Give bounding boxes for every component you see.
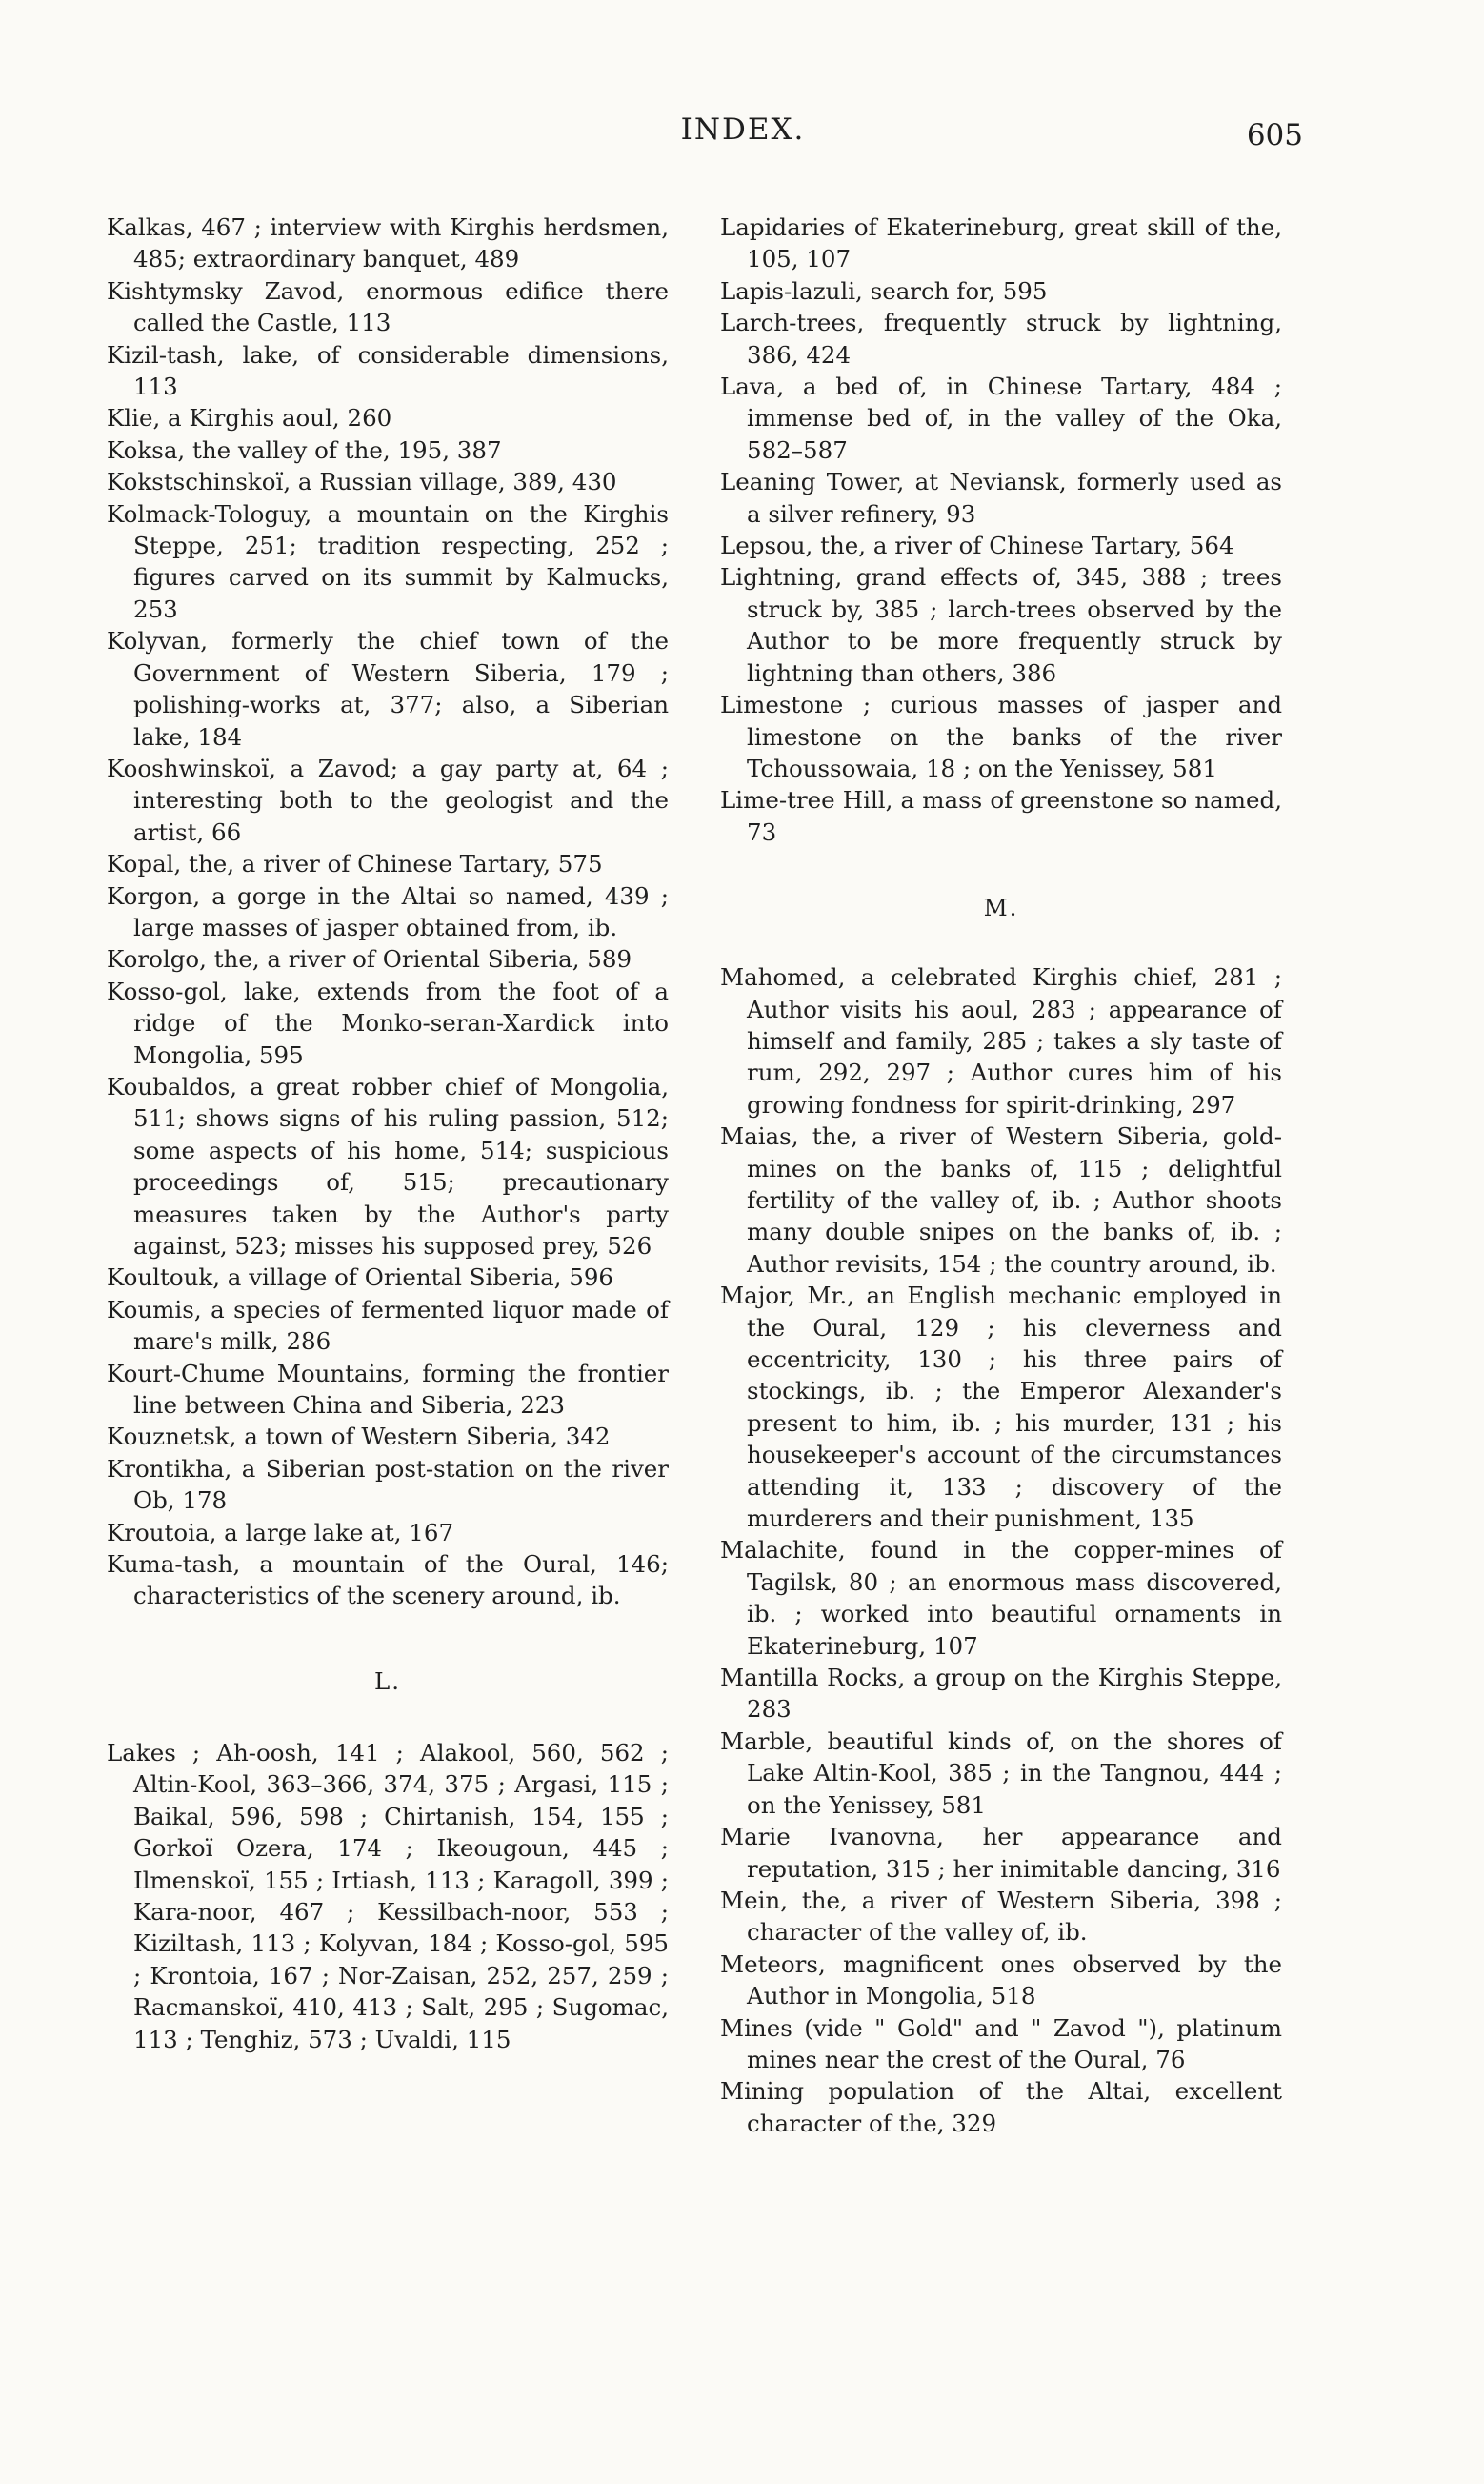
index-entry: Larch-trees, frequently struck by lightning, 386, 424 bbox=[720, 309, 1282, 369]
index-entry: Korolgo, the, a river of Oriental Siberia, 589 bbox=[107, 945, 632, 974]
index-entry: Malachite, found in the copper-mines of Tagilsk, 80 ; an enormous mass discovered, ib. ; worked into beautiful ornaments in Ekaterineburg, 107 bbox=[720, 1536, 1282, 1660]
index-entry: Major, Mr., an English mechanic employed in the Oural, 129 ; his cleverness and eccentricity, 130 ; his three pairs of stockings, ib. ; the Emperor Alexander's present to him, ib. ; his murder, 131 ; his housekeeper's account of the circumstances attending it, 133 ; discovery of the murderers and their punishment, 135 bbox=[720, 1282, 1282, 1533]
index-entry: Limestone ; curious masses of jasper and limestone on the banks of the river Tchoussowaia, 18 ; on the Yenissey, 581 bbox=[720, 691, 1282, 782]
index-entry: Lightning, grand effects of, 345, 388 ; trees struck by, 385 ; larch-trees observed by the Author to be more frequently struck by lightning than others, 386 bbox=[720, 563, 1282, 687]
index-entry: Lapis-lazuli, search for, 595 bbox=[720, 276, 1048, 305]
index-entry: Kosso-gol, lake, extends from the foot of a ridge of the Monko-seran-Xardick into Mongolia, 595 bbox=[107, 977, 669, 1069]
index-entry: Korgon, a gorge in the Altai so named, 439 ; large masses of jasper obtained from, ib. bbox=[107, 881, 669, 941]
running-head: INDEX. bbox=[680, 112, 806, 147]
index-column-right bbox=[720, 212, 1282, 2139]
index-entry: Leaning Tower, at Neviansk, formerly used as a silver refinery, 93 bbox=[720, 468, 1282, 528]
index-entry: Mines (vide " Gold" and " Zavod "), platinum mines near the crest of the Oural, 76 bbox=[720, 2013, 1282, 2073]
page-number: 605 bbox=[1246, 118, 1303, 152]
page-header bbox=[0, 112, 1484, 170]
index-entry: Kalkas, 467 ; interview with Kirghis herdsmen, 485; extraordinary banquet, 489 bbox=[107, 213, 669, 273]
index-column-left bbox=[107, 212, 669, 2055]
section-heading-m: M. bbox=[983, 894, 1019, 922]
index-entry: Marie Ivanovna, her appearance and reputation, 315 ; her inimitable dancing, 316 bbox=[720, 1823, 1282, 1883]
index-entry: Mein, the, a river of Western Siberia, 398 ; character of the valley of, ib. bbox=[720, 1886, 1282, 1947]
index-entry: Marble, beautiful kinds of, on the shores of Lake Altin-Kool, 385 ; in the Tangnou, 444 ; on the Yenissey, 581 bbox=[720, 1727, 1282, 1819]
index-entry: Koubaldos, a great robber chief of Mongolia, 511; shows signs of his ruling passion, 512; some aspects of his home, 514; suspicious proceedings of, 515; precautionary measures taken by the Author's party against, 523; misses his supposed prey, 526 bbox=[107, 1072, 669, 1260]
index-entry: Kourt-Chume Mountains, forming the frontier line between China and Siberia, 223 bbox=[107, 1359, 669, 1420]
index-entry: Kolmack-Tologuy, a mountain on the Kirghis Steppe, 251; tradition respecting, 252 ; figures carved on its summit by Kalmucks, 253 bbox=[107, 499, 669, 623]
index-entry: Lapidaries of Ekaterineburg, great skill of the, 105, 107 bbox=[720, 213, 1282, 273]
index-entry: Kouznetsk, a town of Western Siberia, 342 bbox=[107, 1423, 611, 1451]
index-entry: Kolyvan, formerly the chief town of the Government of Western Siberia, 179 ; polishing-works at, 377; also, a Siberian lake, 184 bbox=[107, 627, 669, 751]
index-entry: Kokstschinskoï, a Russian village, 389, 430 bbox=[107, 468, 617, 496]
index-entry: Kizil-tash, lake, of considerable dimensions, 113 bbox=[107, 340, 669, 401]
index-entry: Lakes ; Ah-oosh, 141 ; Alakool, 560, 562 ; Altin-Kool, 363–366, 374, 375 ; Argasi, 115 ; Baikal, 596, 598 ; Chirtanish, 154, 155 ; Gorkoï Ozera, 174 ; Ikeougoun, 445 ; Ilmenskoï, 155 ; Irtiash, 113 ; Karagoll, 399 ; Kara-noor, 467 ; Kessilbach-noor, 553 ; Kiziltash, 113 ; Kolyvan, 184 ; Kosso-gol, 595 ; Krontoia, 167 ; Nor-Zaisan, 252, 257, 259 ; Racmanskoï, 410, 413 ; Salt, 295 ; Sugomac, 113 ; Tenghiz, 573 ; Uvaldi, 115 bbox=[107, 1738, 669, 2053]
index-entry: Koksa, the valley of the, 195, 387 bbox=[107, 435, 502, 464]
index-entry: Mahomed, a celebrated Kirghis chief, 281 ; Author visits his aoul, 283 ; appearance of himself and family, 285 ; takes a sly taste of rum, 292, 297 ; Author cures him of his growing fondness for spirit-drinking, 297 bbox=[720, 963, 1282, 1119]
index-entry: Meteors, magnificent ones observed by the Author in Mongolia, 518 bbox=[720, 1949, 1282, 2010]
index-entry: Kroutoia, a large lake at, 167 bbox=[107, 1518, 454, 1546]
index-entry: Koultouk, a village of Oriental Siberia, 596 bbox=[107, 1263, 614, 1292]
index-entry: Mantilla Rocks, a group on the Kirghis Steppe, 283 bbox=[720, 1664, 1282, 1724]
index-entry: Maias, the, a river of Western Siberia, gold-mines on the banks of, 115 ; delightful fertility of the valley of, ib. ; Author shoots many double snipes on the banks of, ib. ; Author revisits, 154 ; the country around, ib. bbox=[720, 1122, 1282, 1278]
index-entry: Lime-tree Hill, a mass of greenstone so named, 73 bbox=[720, 786, 1282, 846]
index-entry: Koumis, a species of fermented liquor made of mare's milk, 286 bbox=[107, 1295, 669, 1356]
index-entry: Kishtymsky Zavod, enormous edifice there called the Castle, 113 bbox=[107, 276, 669, 337]
index-entry: Lava, a bed of, in Chinese Tartary, 484 ; immense bed of, in the valley of the Oka, 582–587 bbox=[720, 373, 1282, 464]
index-entry: Kopal, the, a river of Chinese Tartary, 575 bbox=[107, 850, 603, 878]
index-entry: Krontikha, a Siberian post-station on the river Ob, 178 bbox=[107, 1454, 669, 1515]
index-entry: Kooshwinskoï, a Zavod; a gay party at, 64 ; interesting both to the geologist and the artist, 66 bbox=[107, 754, 669, 846]
index-entry: Klie, a Kirghis aoul, 260 bbox=[107, 404, 392, 433]
index-entry: Lepsou, the, a river of Chinese Tartary, 564 bbox=[720, 532, 1234, 560]
index-entry: Kuma-tash, a mountain of the Oural, 146; characteristics of the scenery around, ib. bbox=[107, 1550, 669, 1610]
section-heading-l: L. bbox=[373, 1666, 402, 1695]
index-entry: Mining population of the Altai, excellent character of the, 329 bbox=[720, 2077, 1282, 2137]
